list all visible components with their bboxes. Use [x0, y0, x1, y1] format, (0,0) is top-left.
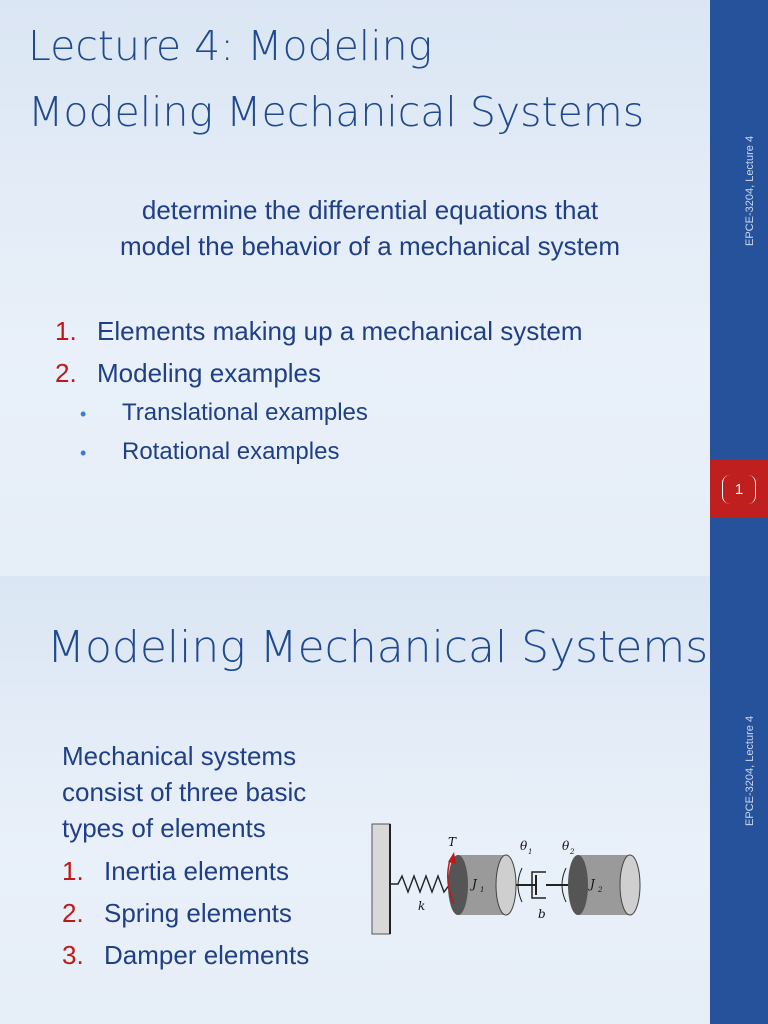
list-item: [62, 850, 309, 892]
list-item-text: Modeling examples: [97, 358, 322, 388]
label-theta1-sub: 1: [528, 848, 533, 856]
list-number: 2.: [55, 358, 77, 388]
label-theta2: θ: [562, 839, 570, 853]
inertia-j1: [448, 855, 516, 915]
slide-title-line-1: Lecture 4: Modeling: [28, 22, 433, 70]
label-theta1: θ: [520, 839, 528, 853]
slide-2: [0, 576, 768, 1024]
rotational-system-diagram: [368, 820, 648, 940]
numbered-list: [62, 850, 309, 976]
list-item-text: Inertia elements: [104, 856, 289, 886]
inertia-j2: [568, 855, 640, 915]
label-b: b: [538, 907, 546, 921]
label-J2: J: [590, 877, 595, 891]
label-T: T: [448, 835, 457, 849]
intro-line-3: types of elements: [62, 813, 266, 843]
label-J1-sub: 1: [480, 886, 485, 894]
label-J2-sub: 2: [598, 886, 603, 894]
slide-title: Modeling Mechanical Systems: [47, 622, 709, 673]
intro-line-1: Mechanical systems: [62, 741, 297, 771]
wall: [372, 824, 390, 934]
slide-title-line-2: Modeling Mechanical Systems: [28, 88, 645, 136]
label-k: k: [418, 899, 426, 913]
list-number: 1.: [62, 856, 84, 886]
bullet-text: Translational examples: [122, 399, 368, 426]
sidebar-label: EPCE-3204, Lecture 4: [744, 715, 756, 826]
slide-sidebar: [710, 576, 768, 1024]
page-number: 1: [722, 475, 756, 504]
list-number: 1.: [55, 316, 77, 346]
bullet-item: [80, 394, 368, 433]
page-number-badge: [710, 460, 768, 518]
list-item: [55, 310, 583, 352]
sidebar-label: EPCE-3204, Lecture 4: [744, 135, 756, 246]
label-J1: J: [472, 877, 477, 891]
list-item-text: Elements making up a mechanical system: [97, 316, 583, 346]
label-theta2-sub: 2: [570, 848, 575, 856]
list-item: [62, 934, 309, 976]
bullet-item: [80, 433, 368, 472]
intro-line-2: model the behavior of a mechanical system: [119, 231, 621, 261]
list-item-text: Spring elements: [104, 898, 292, 928]
damper: [532, 872, 572, 898]
list-item: [62, 892, 309, 934]
list-item-text: Damper elements: [104, 940, 310, 970]
bullet-list: [80, 394, 368, 472]
intro-text: [70, 192, 670, 264]
numbered-list: [55, 310, 583, 394]
bullet-text: Rotational examples: [122, 438, 340, 465]
list-number: 3.: [62, 940, 84, 970]
intro-line-2: consist of three basic: [62, 777, 307, 807]
bullet-icon: •: [80, 443, 87, 463]
list-number: 2.: [62, 898, 84, 928]
intro-line-1: determine the differential equations that: [141, 195, 599, 225]
list-item: [55, 352, 583, 394]
bullet-icon: •: [80, 404, 87, 424]
intro-text: [62, 738, 306, 846]
